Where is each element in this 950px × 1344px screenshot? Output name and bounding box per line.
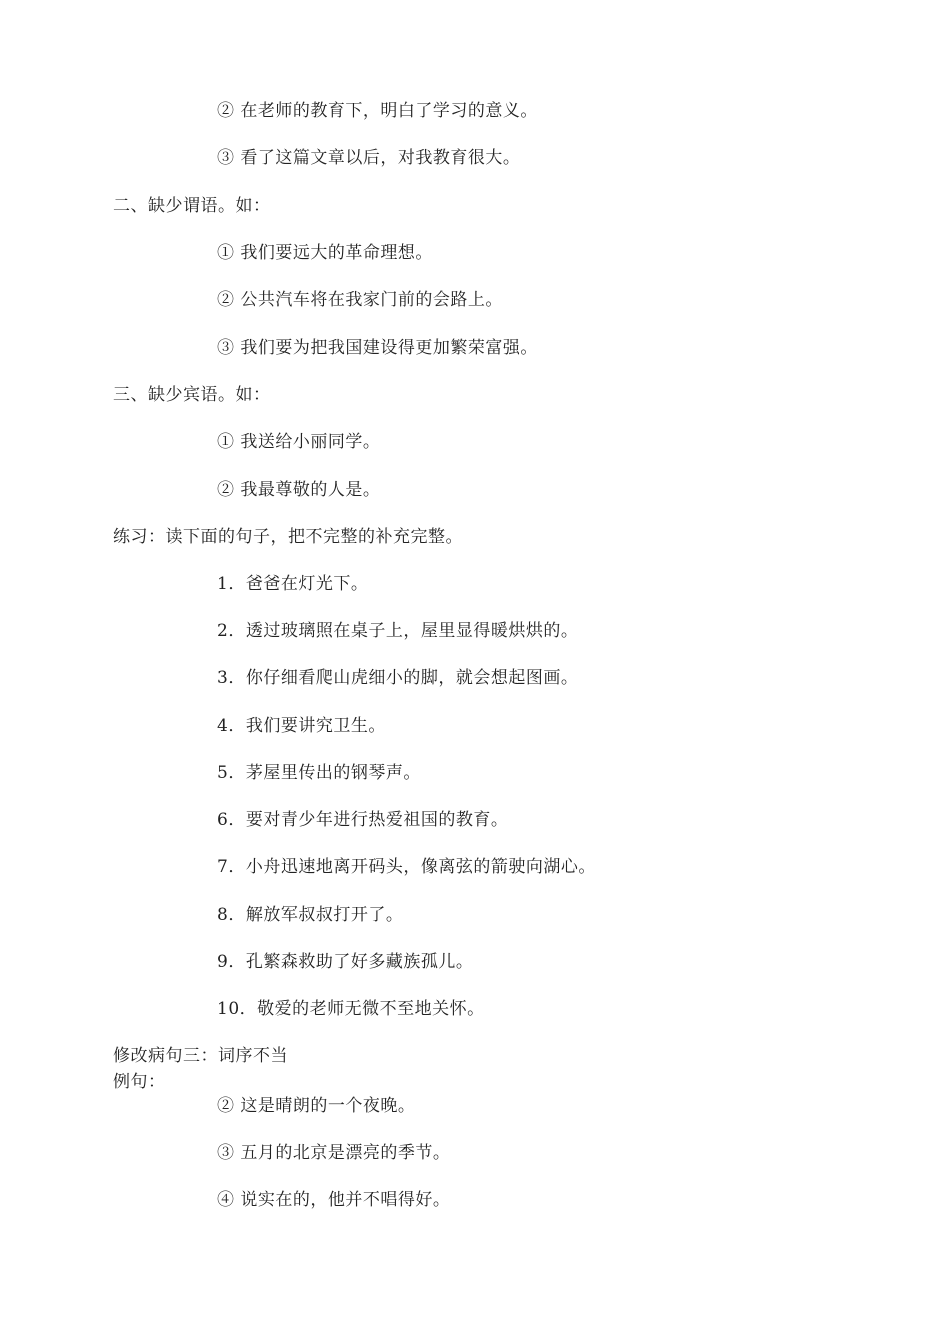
exercise-item: 3．你仔细看爬山虎细小的脚，就会想起图画。 (217, 668, 579, 688)
section-heading-missing-predicate: 二、缺少谓语。如： (113, 196, 271, 216)
example-sentence: ① 我们要远大的革命理想。 (217, 243, 433, 263)
example-sentence: ③ 我们要为把我国建设得更加繁荣富强。 (217, 338, 538, 358)
exercise-heading: 练习：读下面的句子，把不完整的补充完整。 (113, 527, 463, 547)
section-heading-word-order: 修改病句三：词序不当 (113, 1046, 288, 1066)
example-sentence: ② 这是晴朗的一个夜晚。 (217, 1096, 416, 1116)
exercise-item: 9．孔繁森救助了好多藏族孤儿。 (217, 952, 474, 972)
example-sentence: ③ 五月的北京是漂亮的季节。 (217, 1143, 451, 1163)
example-label: 例句： (113, 1072, 166, 1092)
example-sentence: ① 我送给小丽同学。 (217, 432, 381, 452)
section-heading-missing-object: 三、缺少宾语。如： (113, 385, 271, 405)
example-sentence: ④ 说实在的，他并不唱得好。 (217, 1190, 451, 1210)
example-sentence: ③ 看了这篇文章以后，对我教育很大。 (217, 148, 521, 168)
exercise-item: 4．我们要讲究卫生。 (217, 716, 386, 736)
exercise-item: 2．透过玻璃照在桌子上，屋里显得暖烘烘的。 (217, 621, 579, 641)
example-sentence: ② 在老师的教育下，明白了学习的意义。 (217, 101, 538, 121)
exercise-item: 1．爸爸在灯光下。 (217, 574, 369, 594)
exercise-item: 6．要对青少年进行热爱祖国的教育。 (217, 810, 509, 830)
exercise-item: 7．小舟迅速地离开码头，像离弦的箭驶向湖心。 (217, 857, 596, 877)
exercise-item: 10．敬爱的老师无微不至地关怀。 (217, 999, 485, 1019)
example-sentence: ② 公共汽车将在我家门前的会路上。 (217, 290, 503, 310)
example-sentence: ② 我最尊敬的人是。 (217, 480, 381, 500)
exercise-item: 8．解放军叔叔打开了。 (217, 905, 404, 925)
exercise-item: 5．茅屋里传出的钢琴声。 (217, 763, 421, 783)
